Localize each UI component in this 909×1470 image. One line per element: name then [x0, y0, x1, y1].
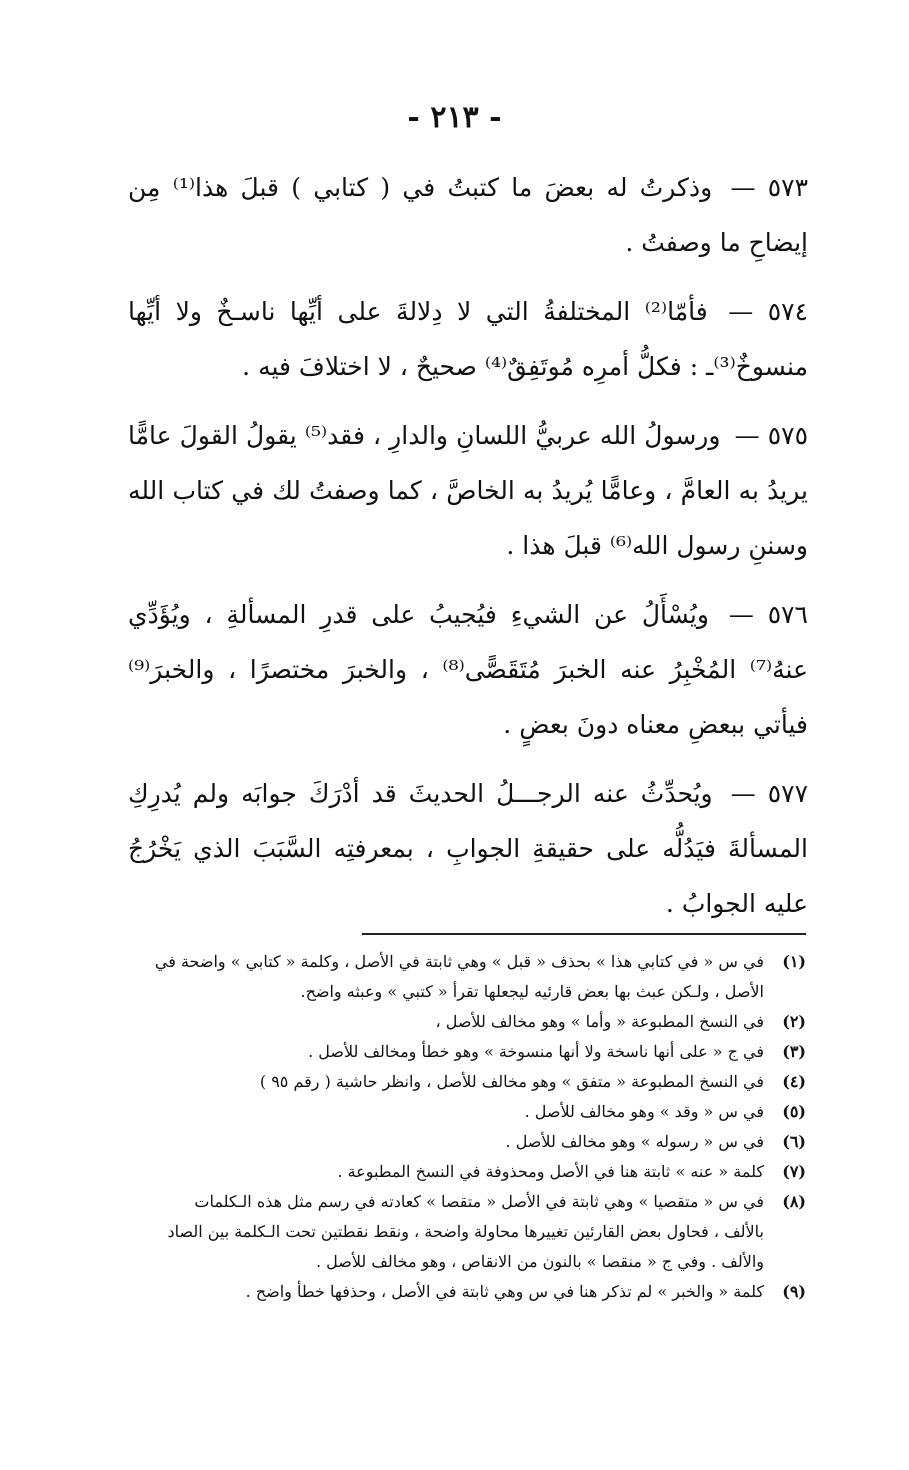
- paragraph-number: ٥٧٥ —: [734, 421, 809, 450]
- main-text: [128, 160, 808, 945]
- footnote-number: (٨): [782, 1192, 806, 1211]
- footnote-text: كلمة « والخبر » لم تذكر هنا في س وهي ثابتة في الأصل ، وحذفها خطأ واضح .: [245, 1282, 764, 1301]
- paragraph-576: [128, 587, 808, 752]
- footnote-text: في النسخ المطبوعة « متفق » وهو مخالف للأصل ، وانظر حاشية ( رقم ٩٥ ): [259, 1072, 764, 1091]
- footnote-number: (٣): [782, 1042, 806, 1061]
- footnote-text: كلمة « عنه » ثابتة هنا في الأصل ومحذوفة في النسخ المطبوعة .: [337, 1162, 764, 1181]
- footnote-text: في ج « على أنها ناسخة ولا أنها منسوخة » وهو خطأ ومخالف للأصل .: [308, 1042, 764, 1061]
- footnote-text: في س « رسوله » وهو مخالف للأصل .: [505, 1132, 764, 1151]
- paragraph-text: فأمّا⁽²⁾ المختلفةُ التي لا دِلالةَ على أيِّها ناسـخٌ ولا أيِّها منسوخٌ⁽³⁾ـ : فكلُّ أمرِه مُوتَفِقٌ⁽⁴⁾ صحيحٌ ، لا اختلافَ فيه .: [128, 297, 808, 381]
- footnote-text: في س « في كتابي هذا » بحذف « قبل » وهي ثابتة في الأصل ، وكلمة « كتابي » واضحة في الأصل ، ولـكن عبث بها بعض قارئيه ليجعلها تقرأ « كتبي » وعبثه واضح.: [154, 952, 764, 1001]
- footnote-2: [150, 1007, 806, 1037]
- footnote-number: (٩): [782, 1282, 806, 1301]
- footnote-number: (١): [782, 952, 806, 971]
- paragraph-number: ٥٧٧ —: [730, 779, 809, 808]
- footnote-3: [150, 1037, 806, 1067]
- paragraph-number: ٥٧٣ —: [730, 173, 809, 202]
- footnote-6: [150, 1127, 806, 1157]
- footnote-number: (٦): [782, 1132, 806, 1151]
- footnote-number: (٥): [782, 1102, 806, 1121]
- footnote-8: [150, 1187, 806, 1277]
- paragraph-text: ويُسْأَلُ عن الشيءِ فيُجيبُ على قدرِ المسألةِ ، ويُؤَدِّي عنهُ⁽⁷⁾ المُخْبِرُ عنه الخبرَ مُتَقَصًّى⁽⁸⁾ ، والخبرَ مختصرًا ، والخبرَ⁽⁹⁾ فيأتي ببعضِ معناه دونَ بعضٍ .: [128, 600, 808, 739]
- footnote-1: [150, 947, 806, 1007]
- footnote-text: في س « وقد » وهو مخالف للأصل .: [524, 1102, 764, 1121]
- page-number: - ٢١٣ -: [407, 100, 502, 135]
- footnote-number: (٤): [782, 1072, 806, 1091]
- paragraph-573: [128, 160, 808, 270]
- paragraph-number: ٥٧٦ —: [728, 600, 808, 629]
- footnote-9: [150, 1277, 806, 1307]
- paragraph-577: [128, 766, 808, 931]
- footnote-4: [150, 1067, 806, 1097]
- footnote-number: (٧): [782, 1162, 806, 1181]
- paragraph-574: [128, 284, 808, 394]
- paragraph-575: [128, 408, 808, 573]
- footnote-text: في النسخ المطبوعة « وأما » وهو مخالف للأصل ،: [435, 1012, 764, 1031]
- footnotes: [150, 947, 806, 1307]
- paragraph-text: ورسولُ الله عربيُّ اللسانِ والدارِ ، فقد⁽⁵⁾ يقولُ القولَ عامًّا يريدُ به العامَّ ، وعامًّا يُريدُ به الخاصَّ ، كما وصفتُ لك في كتاب الله وسننِ رسول الله⁽⁶⁾ قبلَ هذا .: [128, 421, 808, 560]
- paragraph-number: ٥٧٤ —: [728, 297, 809, 326]
- footnote-number: (٢): [782, 1012, 806, 1031]
- paragraph-text: ويُحدِّثُ عنه الرجـــلُ الحديثَ قد أدْرَكَ جوابَه ولم يُدرِكِ المسألةَ فيَدُلُّه على حقيقةِ الجوابِ ، بمعرفتِه السَّبَبَ الذي يَخْرُجُ عليه الجوابُ .: [128, 779, 808, 918]
- footnote-5: [150, 1097, 806, 1127]
- footnote-7: [150, 1157, 806, 1187]
- paragraph-text: وذكرتُ له بعضَ ما كتبتُ في ( كتابي ) قبلَ هذا⁽¹⁾ مِن إيضاحِ ما وصفتُ .: [128, 173, 808, 257]
- footnote-divider: [362, 933, 806, 935]
- footnote-text: في س « متقصيا » وهي ثابتة في الأصل « متقصا » كعادته في رسم مثل هذه الـكلمات بالألف ، فحاول بعض القارئين تغييرها محاولة واضحة ، ونقط نقطتين تحت الـكلمة بين الصاد والألف . وفي ج « منقصا » بالنون من الانقاص ، وهو مخالف للأصل .: [167, 1192, 764, 1271]
